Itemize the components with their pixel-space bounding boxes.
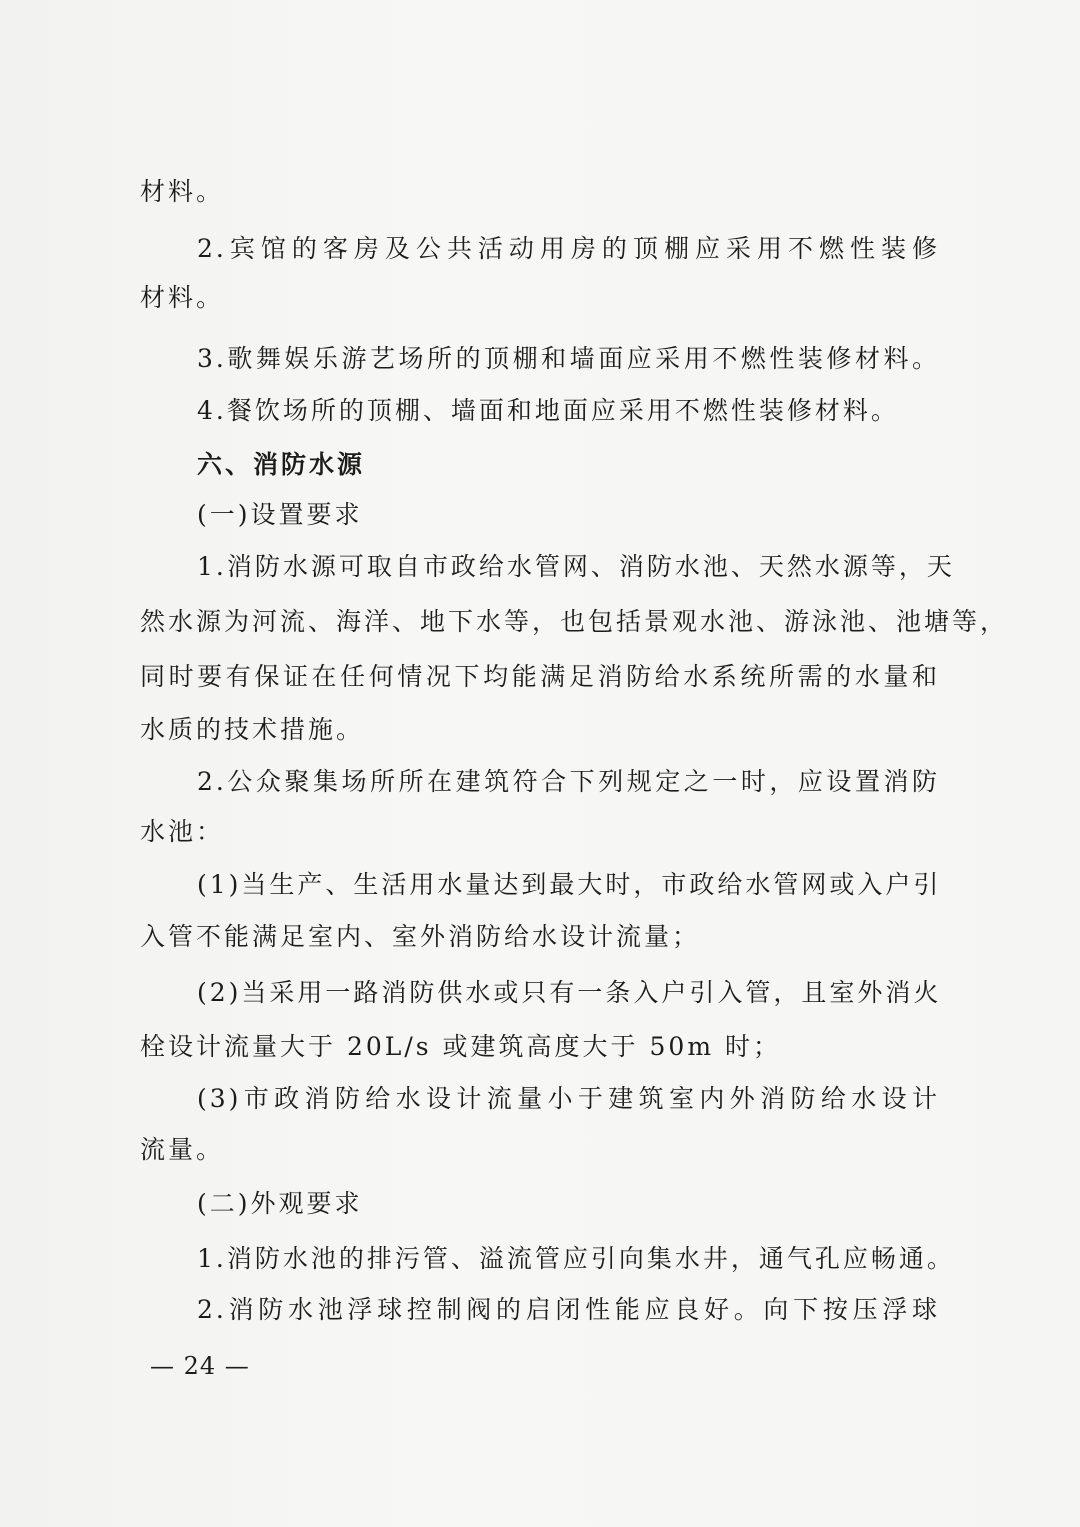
text-line: 材料。 xyxy=(140,177,225,206)
text-line: (2)当采用一路消防供水或只有一条入户引入管，且室外消火 xyxy=(197,978,942,1007)
text-line: (二)外观要求 xyxy=(197,1189,363,1218)
text-line: 然水源为河流、海洋、地下水等，也包括景观水池、游泳池、池塘等， xyxy=(140,607,1009,636)
text-line: 流量。 xyxy=(140,1135,225,1164)
text-line: (3)市政消防给水设计流量小于建筑室内外消防给水设计 xyxy=(197,1084,940,1113)
text-line: 4.餐饮场所的顶棚、墙面和地面应采用不燃性装修材料。 xyxy=(197,396,899,425)
page-number: — 24 — xyxy=(150,1352,250,1380)
text-line: (1)当生产、生活用水量达到最大时，市政给水管网或入户引 xyxy=(197,870,942,899)
text-line: 水质的技术措施。 xyxy=(140,715,365,744)
text-line: 2.消防水池浮球控制阀的启闭性能应良好。向下按压浮球 xyxy=(197,1295,940,1324)
text-line: 3.歌舞娱乐游艺场所的顶棚和墙面应采用不燃性装修材料。 xyxy=(197,344,940,373)
text-line: 入管不能满足室内、室外消防给水设计流量； xyxy=(140,922,701,951)
text-line: 1.消防水池的排污管、溢流管应引向集水井，通气孔应畅通。 xyxy=(197,1244,955,1273)
text-line: 同时要有保证在任何情况下均能满足消防给水系统所需的水量和 xyxy=(140,662,940,691)
text-line: 材料。 xyxy=(140,283,225,312)
text-line: 2.公众聚集场所所在建筑符合下列规定之一时，应设置消防 xyxy=(197,767,940,796)
section-heading: 六、消防水源 xyxy=(197,450,366,479)
text-line: 水池： xyxy=(140,817,225,846)
text-line: (一)设置要求 xyxy=(197,500,363,529)
text-line: 2.宾馆的客房及公共活动用房的顶棚应采用不燃性装修 xyxy=(197,234,940,263)
text-line: 1.消防水源可取自市政给水管网、消防水池、天然水源等，天 xyxy=(197,552,955,581)
text-line: 栓设计流量大于 20L/s 或建筑高度大于 50m 时； xyxy=(140,1032,781,1061)
